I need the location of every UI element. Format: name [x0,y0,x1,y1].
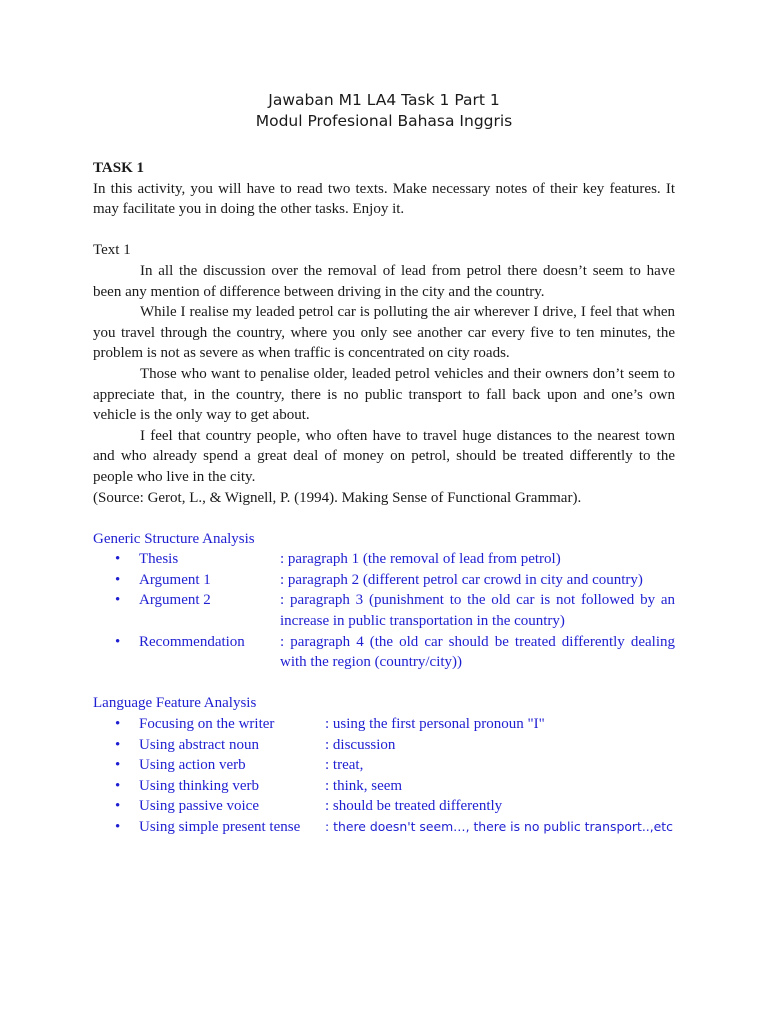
bullet-icon: • [115,571,121,588]
structure-label: Argument 1 [139,571,211,588]
feature-label: Using passive voice [139,798,259,815]
structure-desc: : paragraph 2 (different petrol car crowd in city and country) [280,571,643,588]
feature-desc: : think, seem [325,777,403,794]
spacer [93,220,675,241]
list-item [93,570,675,591]
list-item [93,755,675,776]
generic-structure-heading: Generic Structure Analysis [93,530,255,547]
feature-desc: : there doesn't seem…, there is no public transport..,etc [325,819,673,834]
document-title [0,90,768,132]
spacer [93,508,675,529]
list-item [93,714,675,735]
feature-label: Using abstract noun [139,736,259,753]
title-line-2: Modul Profesional Bahasa Inggris [255,112,513,130]
feature-label: Using action verb [139,757,246,774]
bullet-icon: • [115,716,121,733]
task-instructions: In this activity, you will have to read two texts. Make necessary notes of their key features. It may facilitate you in doing the other tasks. Enjoy it. [93,180,675,218]
list-item [93,776,675,797]
task-heading: TASK 1 [93,160,144,176]
text1-label: Text 1 [93,242,131,259]
language-feature-list [93,714,675,838]
feature-desc: : should be treated differently [325,798,503,815]
list-item [93,549,675,570]
bullet-icon: • [115,551,121,568]
list-item [93,735,675,756]
feature-desc: : using the first personal pronoun "I" [325,716,545,733]
document-body [93,158,675,838]
text1-paragraph-3: Those who want to penalise older, leaded petrol vehicles and their owners don’t seem to appreciate that, in the country, there is no public transport to fall back upon and one’s own vehicle is the only way to get about. [93,365,675,424]
structure-label: Thesis [139,551,179,568]
bullet-icon: • [115,736,121,753]
feature-desc: : discussion [325,736,396,753]
bullet-icon: • [115,819,121,835]
list-item [93,590,675,631]
list-item [93,817,675,838]
generic-structure-list [93,549,675,673]
text1-paragraph-2: While I realise my leaded petrol car is polluting the air wherever I drive, I feel that when you travel through the country, where you only see another car every five to ten minutes, the problem is not as severe as when traffic is concentrated on city roads. [93,304,675,362]
structure-desc: : paragraph 3 (punishment to the old car is not followed by an increase in public transportation in the country) [280,592,675,630]
structure-desc: : paragraph 1 (the removal of lead from petrol) [280,551,561,568]
language-feature-heading: Language Feature Analysis [93,695,257,712]
structure-label: Recommendation [139,633,245,650]
spacer [93,673,675,694]
structure-desc: : paragraph 4 (the old car should be treated differently dealing with the region (country/city)) [280,633,675,671]
feature-label: Using thinking verb [139,777,259,794]
feature-label: Using simple present tense [139,819,301,835]
title-line-1: Jawaban M1 LA4 Task 1 Part 1 [268,91,500,109]
bullet-icon: • [115,757,121,774]
text1-paragraph-1: In all the discussion over the removal of lead from petrol there doesn’t seem to have been any mention of difference between driving in the city and the country. [93,262,675,300]
feature-desc: : treat, [325,757,364,774]
feature-label: Focusing on the writer [139,716,275,733]
bullet-icon: • [115,777,121,794]
list-item [93,632,675,673]
list-item [93,796,675,817]
bullet-icon: • [115,798,121,815]
structure-label: Argument 2 [139,592,211,609]
bullet-icon: • [115,592,121,609]
bullet-icon: • [115,633,121,650]
text1-source: (Source: Gerot, L., & Wignell, P. (1994). Making Sense of Functional Grammar). [93,489,582,506]
text1-paragraph-4: I feel that country people, who often have to travel huge distances to the nearest town and who already spend a great deal of money on petrol, should be treated differently to the people who live in the city. [93,427,675,485]
